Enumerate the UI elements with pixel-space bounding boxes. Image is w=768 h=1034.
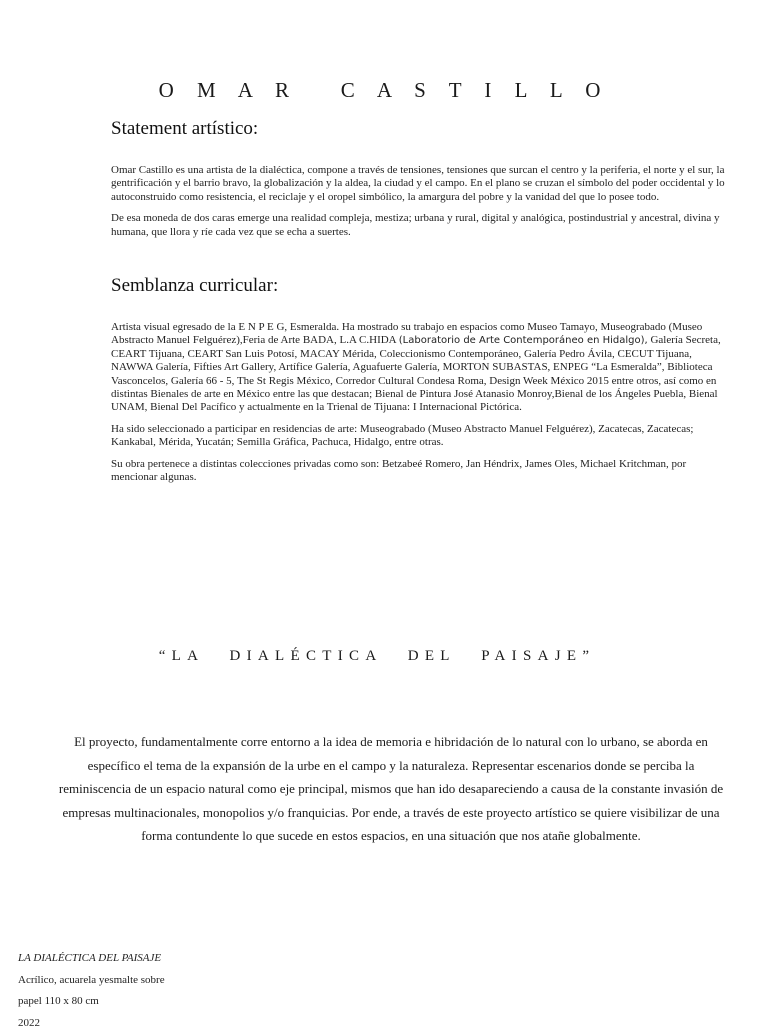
statement-body [111,164,731,247]
semblanza-paragraph-2: Ha sido seleccionado a participar en residencias de arte: Museograbado (Museo Abstracto Manuel Felguérez), Zacatecas, Zacatecas; Kankabal, Mérida, Yucatán; Semilla Gráfica, Pachuca, Hidalgo, entre otras. [111,423,731,450]
statement-paragraph-2: De esa moneda de dos caras emerge una realidad compleja, mestiza; urbana y rural, digital y analógica, postindustrial y ancestral, divina y humana, que llora y ríe cada vez que se echa a suertes. [111,212,731,239]
semblanza-p1-end: Galería Secreta, CEART Tijuana, CEART San Luis Potosí, MACAY Mérida, Coleccionismo Contemporáneo, Galería Pedro Ávila, CECUT Tijuana, NAWWA Galería, Fifties Art Gallery, Artífice Galería, Aguafuerte Galería, MORTON SUBASTAS, ENPEG “La Esmeralda”, Biblioteca Vasconcelos, Galería 66 - 5, The St Regis México, Corredor Cultural Condesa Roma, Design Week México 2015 entre otros, así como en distintas Bienales de arte en México entre las que destacan; Bienal de Pintura José Atanasio Monroy,Bienal de los Ángeles Puebla, Bienal UNAM, Bienal Del Pacífico y actualmente en la Trienal de Tijuana: I Internacional Pictórica. [111,334,721,413]
artwork-caption [18,948,165,1034]
semblanza-body [111,321,731,492]
semblanza-p1-lab: (Laboratorio de Arte Contemporáneo en Hidalgo), [399,335,648,346]
project-title: “LA DIALÉCTICA DEL PAISAJE” [0,648,754,665]
artwork-title: LA DIALÉCTICA DEL PAISAJE [18,948,165,970]
artwork-year: 2022 [18,1013,165,1034]
statement-paragraph-1: Omar Castillo es una artista de la dialéctica, compone a través de tensiones, tensiones que surcan el centro y la periferia, el norte y el sur, la gentrificación y el barrio bravo, la globalización y la aldea, la ciudad y el campo. En el plano se cruzan el símbolo del poder occidental y lo autoconstruido como resistencia, el reciclaje y el oropel simbólico, la amargura del pobre y la vanidad del que lo posee todo. [111,164,731,204]
semblanza-paragraph-1 [111,321,731,415]
semblanza-paragraph-3: Su obra pertenece a distintas colecciones privadas como son: Betzabeé Romero, Jan Héndrix, James Oles, Michael Kritchman, por mencionar algunas. [111,458,731,485]
artwork-size: papel 110 x 80 cm [18,991,165,1013]
project-description: El proyecto, fundamentalmente corre entorno a la idea de memoria e hibridación de lo natural con lo urbano, se aborda en específico el tema de la expansión de la urbe en el campo y la naturaleza. Representar escenarios donde se perciba la reminiscencia de un espacio natural como eje principal, mismos que han ido desapareciendo a causa de la constante invasión de empresas multinacionales, monopolios y/o franquicias. Por ende, a través de este proyecto artístico se quiere visibilizar de una forma contundente lo que sucede en estos espacios, en una situación que nos atañe globalmente. [55,730,727,848]
semblanza-heading: Semblanza curricular: [111,275,278,297]
statement-heading: Statement artístico: [111,118,258,140]
semblanza-p1-start: Artista visual egresado de la E N P E G, Esmeralda. Ha mostrado su trabajo en espacios como Museo Tamayo, Museograbado (Museo Abstracto Manuel Felguérez),Feria de Arte BADA, L.A C.HIDA [111,321,702,346]
artist-name: O M A R C A S T I L L O [0,78,768,103]
artwork-medium: Acrílico, acuarela yesmalte sobre [18,970,165,992]
